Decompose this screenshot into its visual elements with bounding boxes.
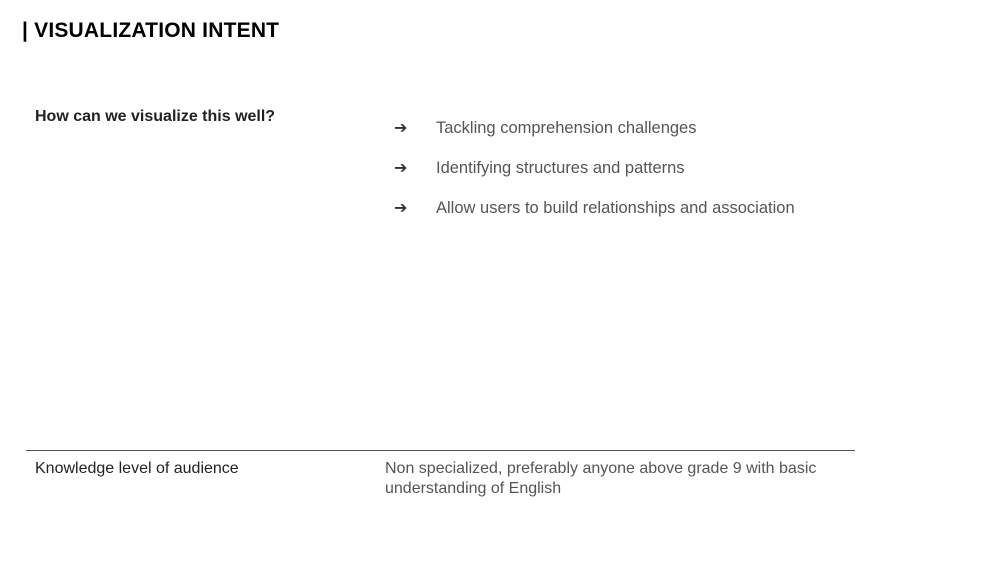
arrow-icon: ➔: [394, 118, 408, 137]
bullet-text: Identifying structures and patterns: [436, 158, 685, 177]
divider: [26, 450, 855, 451]
bullet-text: Allow users to build relationships and association: [436, 198, 795, 217]
slide-title: | VISUALIZATION INTENT: [22, 19, 280, 42]
question-label: How can we visualize this well?: [35, 108, 276, 125]
list-item: [394, 188, 795, 228]
knowledge-level-value: Non specialized, preferably anyone above grade 9 with basic understanding of English: [385, 460, 817, 497]
knowledge-level-label: Knowledge level of audience: [35, 460, 239, 477]
arrow-icon: ➔: [394, 198, 408, 217]
intent-bullet-list: [394, 108, 795, 228]
list-item: [394, 108, 795, 148]
bullet-text: Tackling comprehension challenges: [436, 118, 697, 137]
list-item: [394, 148, 795, 188]
arrow-icon: ➔: [394, 158, 408, 177]
